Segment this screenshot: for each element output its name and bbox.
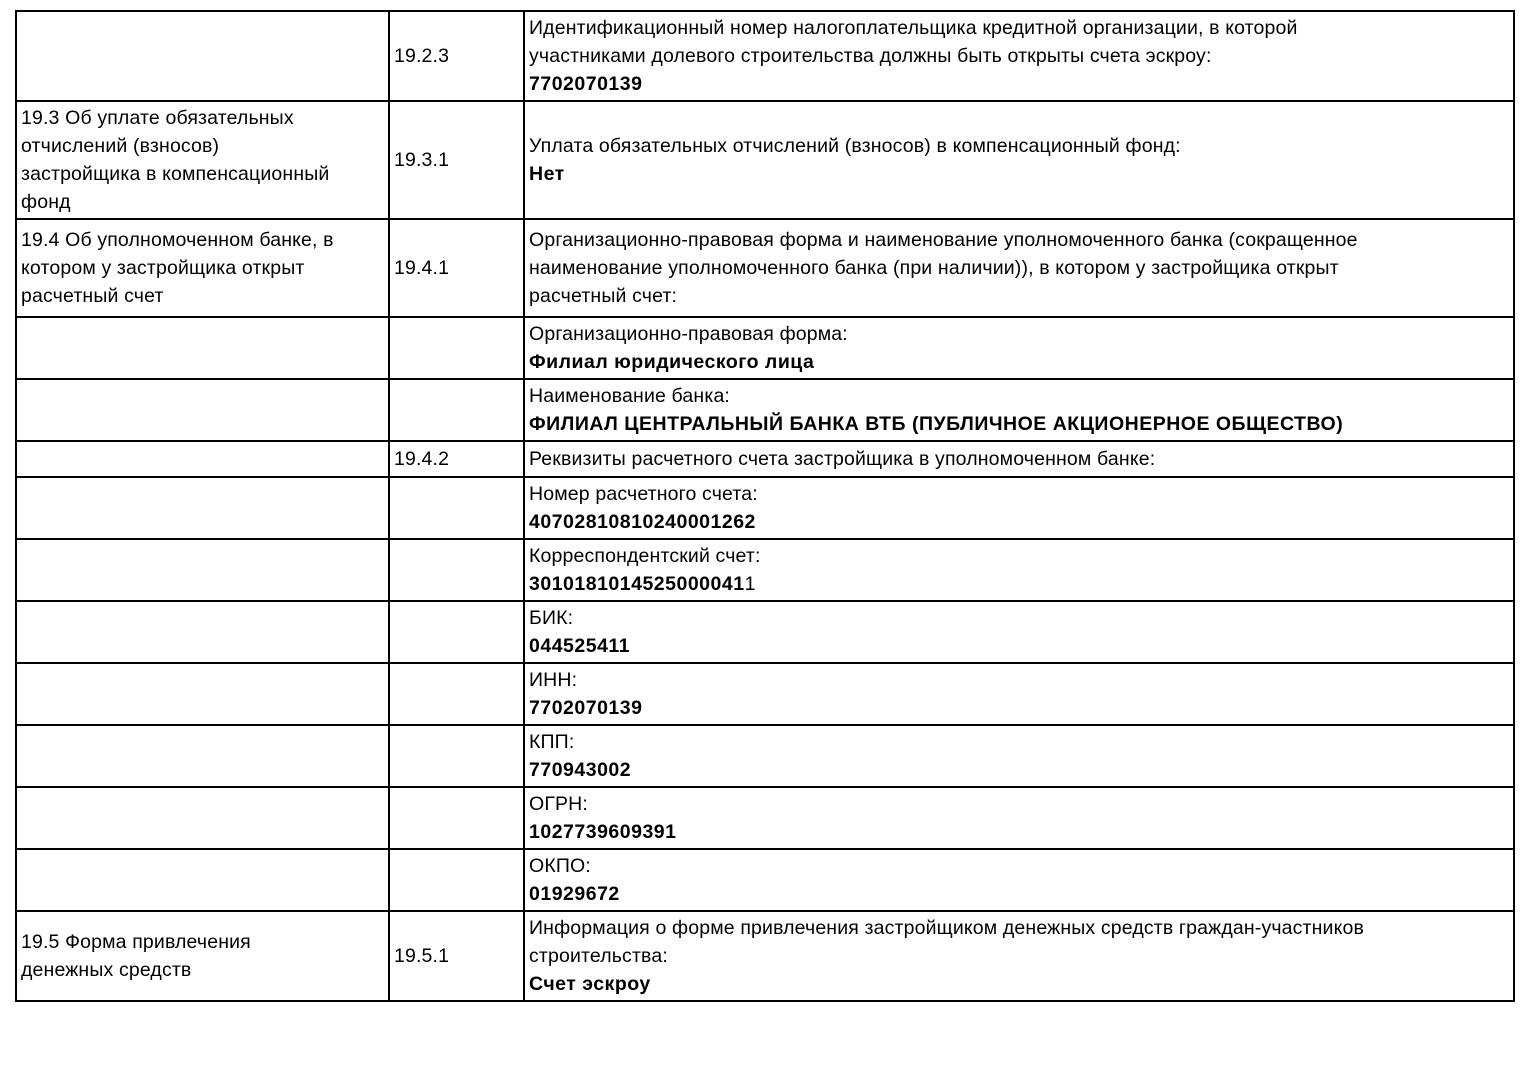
label-text: Информация о форме привлечения застройщиком денежных средств граждан-участников xyxy=(529,917,1365,939)
content-cell xyxy=(524,911,1514,1001)
content-line xyxy=(529,942,1510,970)
table-row xyxy=(16,11,1514,101)
section-cell xyxy=(16,379,389,441)
label-text: ИНН: xyxy=(529,669,578,691)
content-line xyxy=(529,728,1510,756)
label-text: ОКПО: xyxy=(529,855,591,877)
content-line xyxy=(529,382,1510,410)
value-text: 40702810810240001262 xyxy=(529,511,756,533)
label-text: Уплата обязательных отчислений (взносов) в компенсационный фонд: xyxy=(529,135,1181,157)
label-text: строительства: xyxy=(529,945,668,967)
content-line xyxy=(529,480,1510,508)
section-cell xyxy=(16,11,389,101)
content-cell xyxy=(524,601,1514,663)
section-cell xyxy=(16,663,389,725)
content-line xyxy=(529,632,1510,660)
section-cell xyxy=(16,317,389,379)
label-text: БИК: xyxy=(529,607,574,629)
value-text: 044525411 xyxy=(529,635,631,657)
content-line xyxy=(529,254,1510,282)
content-cell xyxy=(524,849,1514,911)
content-line xyxy=(529,970,1510,998)
section-line: 19.4 Об уполномоченном банке, в xyxy=(21,229,334,251)
section-line: 19.5 Форма привлечения xyxy=(21,931,251,953)
table-row xyxy=(16,601,1514,663)
section-cell xyxy=(16,441,389,477)
code-cell xyxy=(389,11,524,101)
code-cell xyxy=(389,477,524,539)
content-line xyxy=(529,14,1510,42)
section-line: отчислений (взносов) xyxy=(21,135,220,157)
table-row xyxy=(16,725,1514,787)
label-text: Организационно-правовая форма и наименование уполномоченного банка (сокращенное xyxy=(529,229,1358,251)
code-label: 19.4.1 xyxy=(394,257,450,279)
table-row xyxy=(16,379,1514,441)
content-cell xyxy=(524,441,1514,477)
section-cell xyxy=(16,911,389,1001)
code-label: 19.4.2 xyxy=(394,448,450,470)
value-text: Филиал юридического лица xyxy=(529,351,815,373)
content-line xyxy=(529,694,1510,722)
section-cell xyxy=(16,219,389,317)
content-cell xyxy=(524,477,1514,539)
label-text: Номер расчетного счета: xyxy=(529,483,758,505)
section-cell xyxy=(16,601,389,663)
table-row xyxy=(16,317,1514,379)
value-text: Счет эскроу xyxy=(529,973,651,995)
label-text: наименование уполномоченного банка (при наличии)), в котором у застройщика открыт xyxy=(529,257,1339,279)
code-cell xyxy=(389,601,524,663)
label-text: расчетный счет: xyxy=(529,285,678,307)
code-cell xyxy=(389,379,524,441)
code-cell xyxy=(389,911,524,1001)
content-line xyxy=(529,570,1510,598)
content-line xyxy=(529,756,1510,784)
content-line xyxy=(529,542,1510,570)
section-cell xyxy=(16,101,389,219)
content-cell xyxy=(524,725,1514,787)
table-row xyxy=(16,219,1514,317)
content-cell xyxy=(524,11,1514,101)
content-cell xyxy=(524,317,1514,379)
section-line: котором у застройщика открыт xyxy=(21,257,305,279)
section-line: застройщика в компенсационный xyxy=(21,163,330,185)
label-text: Корреспондентский счет: xyxy=(529,545,761,567)
content-line xyxy=(529,42,1510,70)
content-line xyxy=(529,604,1510,632)
content-line xyxy=(529,160,1510,188)
code-cell xyxy=(389,849,524,911)
content-line xyxy=(529,852,1510,880)
section-cell xyxy=(16,787,389,849)
label-text: ОГРН: xyxy=(529,793,588,815)
code-cell xyxy=(389,725,524,787)
section-cell xyxy=(16,849,389,911)
section-line: денежных средств xyxy=(21,959,192,981)
label-text: Реквизиты расчетного счета застройщика в уполномоченном банке: xyxy=(529,448,1156,470)
section-line: фонд xyxy=(21,191,71,213)
table-row xyxy=(16,849,1514,911)
value-text: 7702070139 xyxy=(529,73,643,95)
table-row xyxy=(16,663,1514,725)
content-cell xyxy=(524,101,1514,219)
code-cell xyxy=(389,101,524,219)
content-line xyxy=(529,410,1510,438)
section-line: расчетный счет xyxy=(21,285,164,307)
content-line xyxy=(529,445,1510,473)
label-text: Идентификационный номер налогоплательщика кредитной организации, в которой xyxy=(529,17,1298,39)
content-cell xyxy=(524,379,1514,441)
code-cell xyxy=(389,663,524,725)
section-cell xyxy=(16,539,389,601)
label-text: Наименование банка: xyxy=(529,385,731,407)
section-line: 19.3 Об уплате обязательных xyxy=(21,107,294,129)
content-line xyxy=(529,70,1510,98)
code-cell xyxy=(389,317,524,379)
content-cell xyxy=(524,219,1514,317)
value-text: Нет xyxy=(529,163,565,185)
declaration-table-body xyxy=(16,11,1514,1001)
content-cell xyxy=(524,787,1514,849)
value-text: 770943002 xyxy=(529,759,632,781)
content-line xyxy=(529,132,1510,160)
label-text: 1 xyxy=(744,573,756,595)
content-line xyxy=(529,282,1510,310)
content-line xyxy=(529,348,1510,376)
content-line xyxy=(529,666,1510,694)
content-line xyxy=(529,508,1510,536)
code-cell xyxy=(389,787,524,849)
value-text: 3010181014525000041 xyxy=(529,573,745,595)
content-cell xyxy=(524,663,1514,725)
section-cell xyxy=(16,477,389,539)
code-label: 19.2.3 xyxy=(394,45,450,67)
section-cell xyxy=(16,725,389,787)
value-text: 01929672 xyxy=(529,883,620,905)
content-line xyxy=(529,790,1510,818)
content-line xyxy=(529,818,1510,846)
code-cell xyxy=(389,539,524,601)
project-declaration-table xyxy=(15,10,1515,1002)
table-row xyxy=(16,539,1514,601)
table-row xyxy=(16,911,1514,1001)
label-text: участниками долевого строительства должны быть открыты счета эскроу: xyxy=(529,45,1212,67)
label-text: КПП: xyxy=(529,731,575,753)
value-text: ФИЛИАЛ ЦЕНТРАЛЬНЫЙ БАНКА ВТБ (ПУБЛИЧНОЕ АКЦИОНЕРНОЕ ОБЩЕСТВО) xyxy=(529,413,1344,435)
code-cell xyxy=(389,441,524,477)
code-cell xyxy=(389,219,524,317)
table-row xyxy=(16,441,1514,477)
value-text: 7702070139 xyxy=(529,697,643,719)
content-line xyxy=(529,880,1510,908)
content-line xyxy=(529,320,1510,348)
content-line xyxy=(529,914,1510,942)
value-text: 1027739609391 xyxy=(529,821,677,843)
table-row xyxy=(16,101,1514,219)
table-row xyxy=(16,477,1514,539)
code-label: 19.5.1 xyxy=(394,945,450,967)
table-row xyxy=(16,787,1514,849)
label-text: Организационно-правовая форма: xyxy=(529,323,848,345)
content-cell xyxy=(524,539,1514,601)
content-line xyxy=(529,226,1510,254)
code-label: 19.3.1 xyxy=(394,149,450,171)
